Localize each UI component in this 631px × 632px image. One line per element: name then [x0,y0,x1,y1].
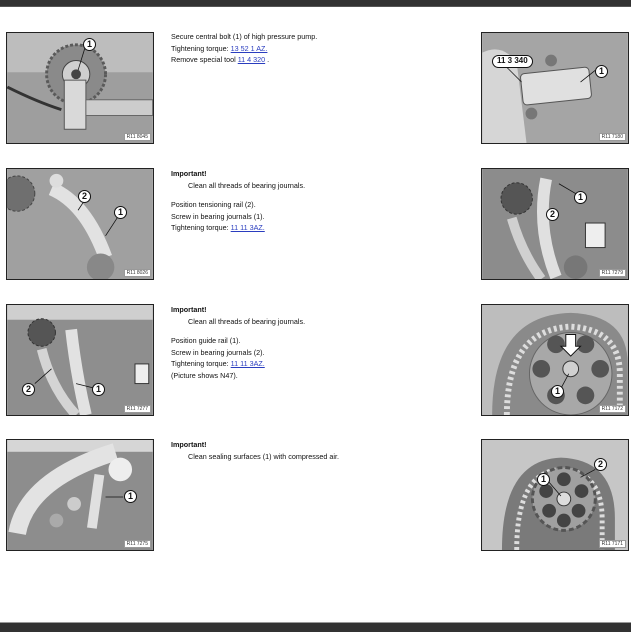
callout-1: 1 [537,473,550,486]
torque-link[interactable]: 13 52 1 AZ. [230,43,268,53]
figure-r11-7172 [481,304,629,416]
figure-caption: R11 7171 [599,540,626,548]
instruction-line: Tightening torque: 11 11 3AZ. [171,359,265,368]
figure-caption: R11 8026 [124,269,151,277]
instruction-line: Screw in bearing journals (1). [171,211,265,221]
special-tool-illustration [482,33,628,143]
callout-1: 1 [114,206,127,219]
important-note: Clean sealing surfaces (1) with compressed air. [188,451,340,461]
sprocket-arrow-illustration [482,305,628,415]
torque-link[interactable]: 11 11 3AZ. [230,359,265,368]
callout-1: 1 [83,38,96,51]
instruction-line: Tightening torque: 13 52 1 AZ. [171,43,268,53]
torque-link[interactable]: 11 11 3AZ. [230,223,265,232]
callout-2: 2 [22,383,35,396]
important-label: Important! [171,440,207,449]
instruction-line: Position tensioning rail (2). [171,200,256,209]
figure-caption: R11 7172 [599,405,626,413]
figure-caption: R11 7180 [599,133,626,141]
figure-caption: R11 7277 [124,405,151,413]
figure-r11-7279 [481,168,629,280]
figure-caption: R11 7279 [599,269,626,277]
figure-r11-7171 [481,439,629,551]
callout-1: 1 [124,490,137,503]
figure-r11-7277 [6,304,154,416]
important-note: Clean all threads of bearing journals. [188,180,306,190]
callout-1: 1 [574,191,587,204]
guide-rail-illustration [7,305,153,415]
instruction-block-1 [171,31,317,66]
callout-1: 1 [595,65,608,78]
important-note: Clean all threads of bearing journals. [188,316,306,326]
chain-rails-illustration [482,169,628,279]
figure-caption: R11 8045 [124,133,151,141]
instruction-block-4 [171,439,339,462]
tensioning-rail-illustration [7,169,153,279]
instruction-line: Position guide rail (1). [171,336,241,345]
figure-r11-8026 [6,168,154,280]
special-tool-callout: 11 3 340 [492,55,533,68]
instruction-line: Remove special tool 11 4 320 . [171,55,270,64]
figure-caption: R11 7275 [124,540,151,548]
figure-r11-7180 [481,32,629,144]
callout-1: 1 [551,385,564,398]
figure-r11-7275 [6,439,154,551]
callout-2: 2 [78,190,91,203]
instruction-block-2 [171,168,305,234]
callout-2: 2 [546,208,559,221]
callout-2: 2 [594,458,607,471]
instruction-line: Tightening torque: 11 11 3AZ. [171,223,265,232]
important-label: Important! [171,305,207,314]
instruction-block-3 [171,304,305,381]
instruction-line: Secure central bolt (1) of high pressure pump. [171,32,318,41]
timing-gear-illustration [482,440,628,550]
engine-pump-illustration [7,33,153,143]
special-tool-link[interactable]: 11 4 320 [237,55,266,64]
figure-r11-8045 [6,32,154,144]
instruction-line: (Picture shows N47). [171,370,238,380]
callout-1: 1 [92,383,105,396]
important-label: Important! [171,169,207,178]
top-toolbar-bar [0,0,631,7]
instruction-line: Screw in bearing journals (2). [171,347,265,357]
